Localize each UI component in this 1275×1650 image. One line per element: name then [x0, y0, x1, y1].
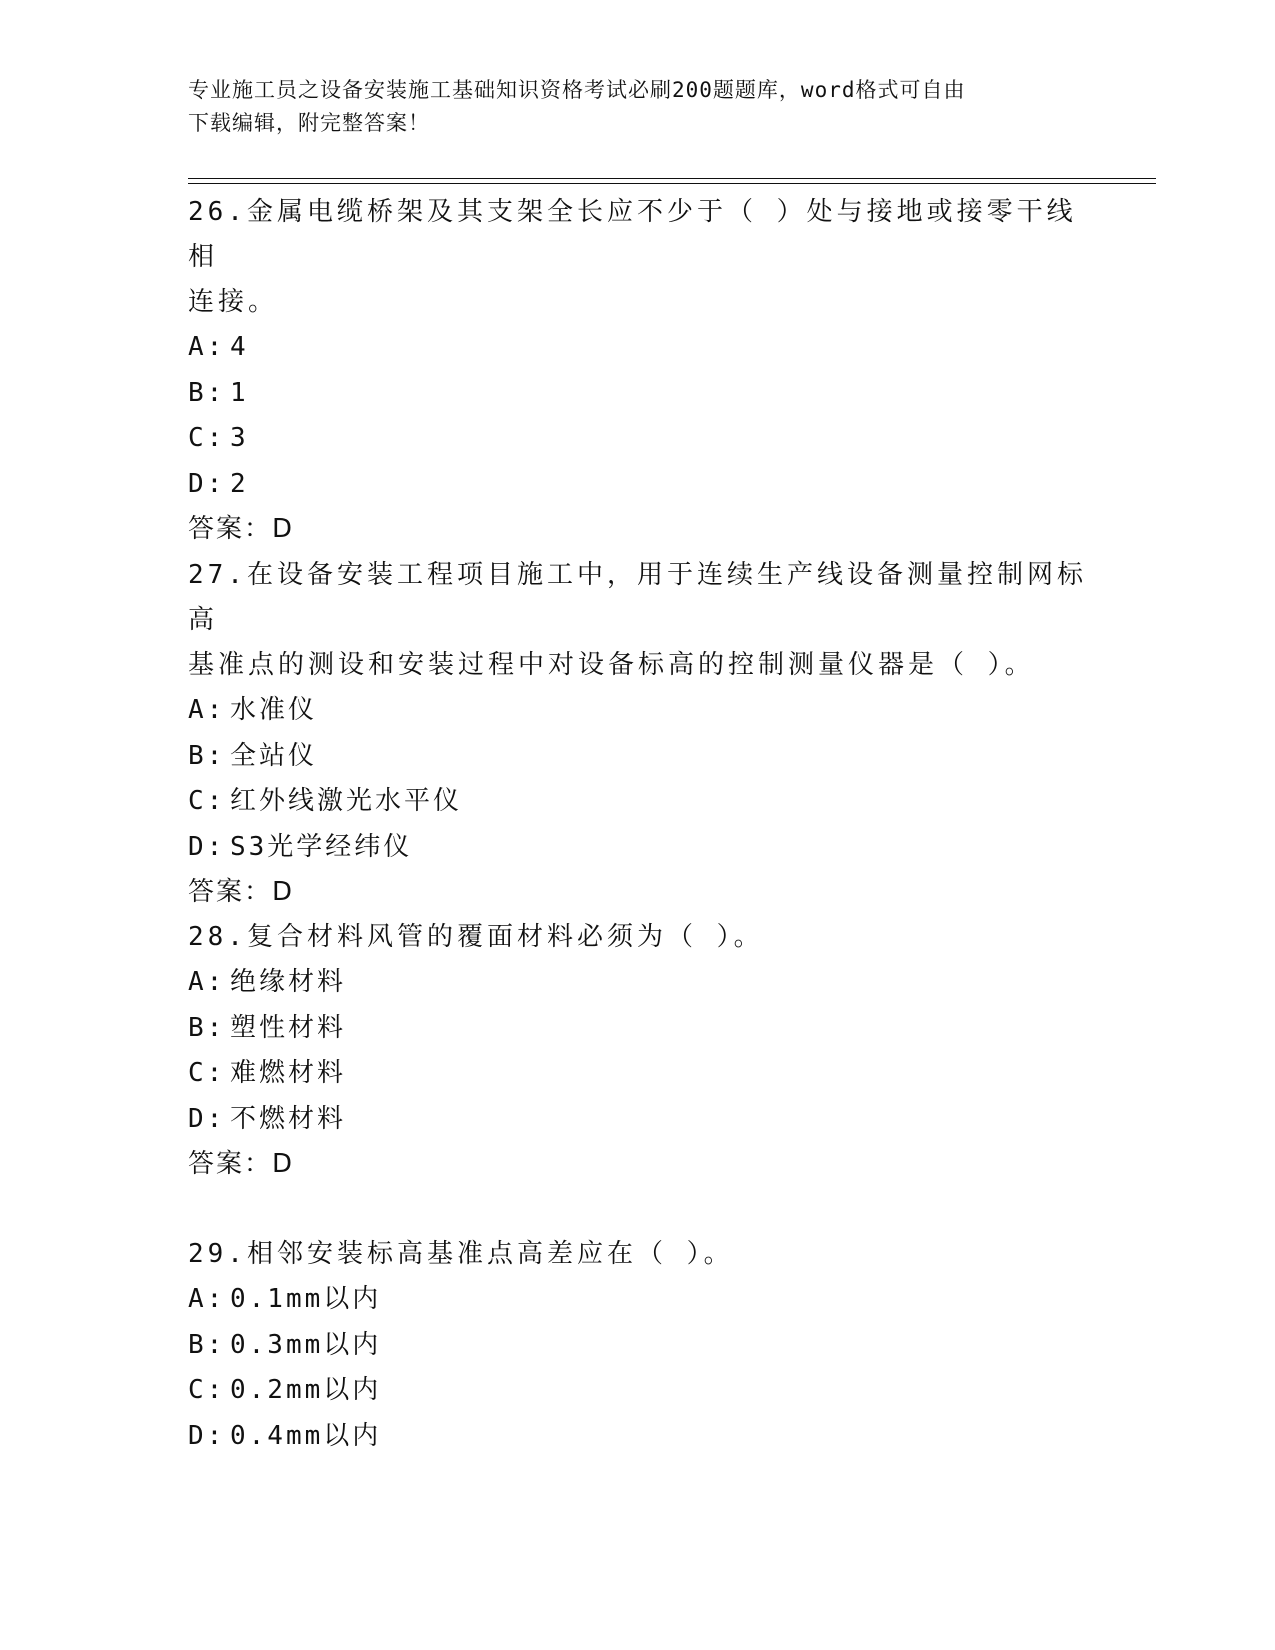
option-a — [188, 1277, 1088, 1323]
question-27 — [188, 553, 1088, 915]
option-c — [188, 779, 1088, 825]
option-letter: D: — [188, 1103, 226, 1134]
option-text: 3 — [230, 423, 249, 453]
question-stem-line: 27.在设备安装工程项目施工中，用于连续生产线设备测量控制网标高 — [188, 560, 1087, 635]
option-letter: C: — [188, 1058, 226, 1088]
option-letter: C: — [188, 423, 226, 453]
option-letter: B: — [188, 740, 226, 771]
option-letter: B: — [188, 1329, 226, 1360]
option-letter: C: — [188, 1375, 226, 1405]
option-letter: D: — [188, 468, 226, 499]
option-c — [188, 1368, 1088, 1414]
document-header — [188, 74, 1088, 140]
option-d — [188, 1414, 1088, 1460]
answer-line: 答案：D — [188, 514, 295, 544]
header-divider-bottom — [188, 183, 1156, 184]
option-a — [188, 325, 1088, 371]
option-text: 0.4mm以内 — [230, 1420, 382, 1451]
option-letter: A: — [188, 332, 226, 362]
option-text: 塑性材料 — [230, 1012, 347, 1043]
option-c — [188, 416, 1088, 462]
option-letter: A: — [188, 1284, 226, 1314]
question-stem-line: 28.复合材料风管的覆面材料必须为（ ）。 — [188, 922, 764, 952]
option-letter: D: — [188, 831, 226, 862]
option-text: 4 — [230, 332, 249, 362]
option-text: S3光学经纬仪 — [230, 831, 413, 862]
question-stem-line: 29.相邻安装标高基准点高差应在（ ）。 — [188, 1239, 734, 1269]
header-line-2: 下载编辑，附完整答案！ — [188, 111, 430, 135]
option-text: 不燃材料 — [230, 1103, 347, 1134]
question-stem-line: 连接。 — [188, 287, 279, 317]
option-b — [188, 371, 1088, 417]
option-b — [188, 1006, 1088, 1052]
option-text: 1 — [230, 377, 249, 408]
option-letter: B: — [188, 1012, 226, 1043]
option-text: 0.1mm以内 — [230, 1284, 382, 1314]
answer-line: 答案：D — [188, 1149, 295, 1179]
option-letter: B: — [188, 377, 226, 408]
option-text: 2 — [230, 468, 249, 499]
question-29 — [188, 1232, 1088, 1459]
header-line-1: 专业施工员之设备安装施工基础知识资格考试必刷200题题库，word格式可自由 — [188, 78, 966, 102]
option-text: 红外线激光水平仪 — [230, 786, 463, 816]
question-stem-line: 基准点的测设和安装过程中对设备标高的控制测量仪器是（ ）。 — [188, 650, 1035, 680]
option-text: 绝缘材料 — [230, 967, 347, 997]
option-letter: A: — [188, 967, 226, 997]
option-text: 难燃材料 — [230, 1058, 347, 1088]
option-text: 水准仪 — [230, 695, 318, 725]
option-c — [188, 1051, 1088, 1097]
option-d — [188, 825, 1088, 871]
option-letter: C: — [188, 786, 226, 816]
option-text: 0.2mm以内 — [230, 1375, 382, 1405]
option-text: 0.3mm以内 — [230, 1329, 382, 1360]
header-divider-top — [188, 178, 1156, 179]
question-28 — [188, 915, 1088, 1187]
answer-line: 答案：D — [188, 877, 295, 907]
option-b — [188, 1323, 1088, 1369]
question-stem-line: 26.金属电缆桥架及其支架全长应不少于（ ）处与接地或接零干线相 — [188, 197, 1077, 272]
option-d — [188, 1097, 1088, 1143]
option-b — [188, 734, 1088, 780]
option-a — [188, 688, 1088, 734]
option-text: 全站仪 — [230, 740, 318, 771]
option-d — [188, 462, 1088, 508]
question-26 — [188, 190, 1088, 552]
option-letter: D: — [188, 1420, 226, 1451]
option-letter: A: — [188, 695, 226, 725]
option-a — [188, 960, 1088, 1006]
